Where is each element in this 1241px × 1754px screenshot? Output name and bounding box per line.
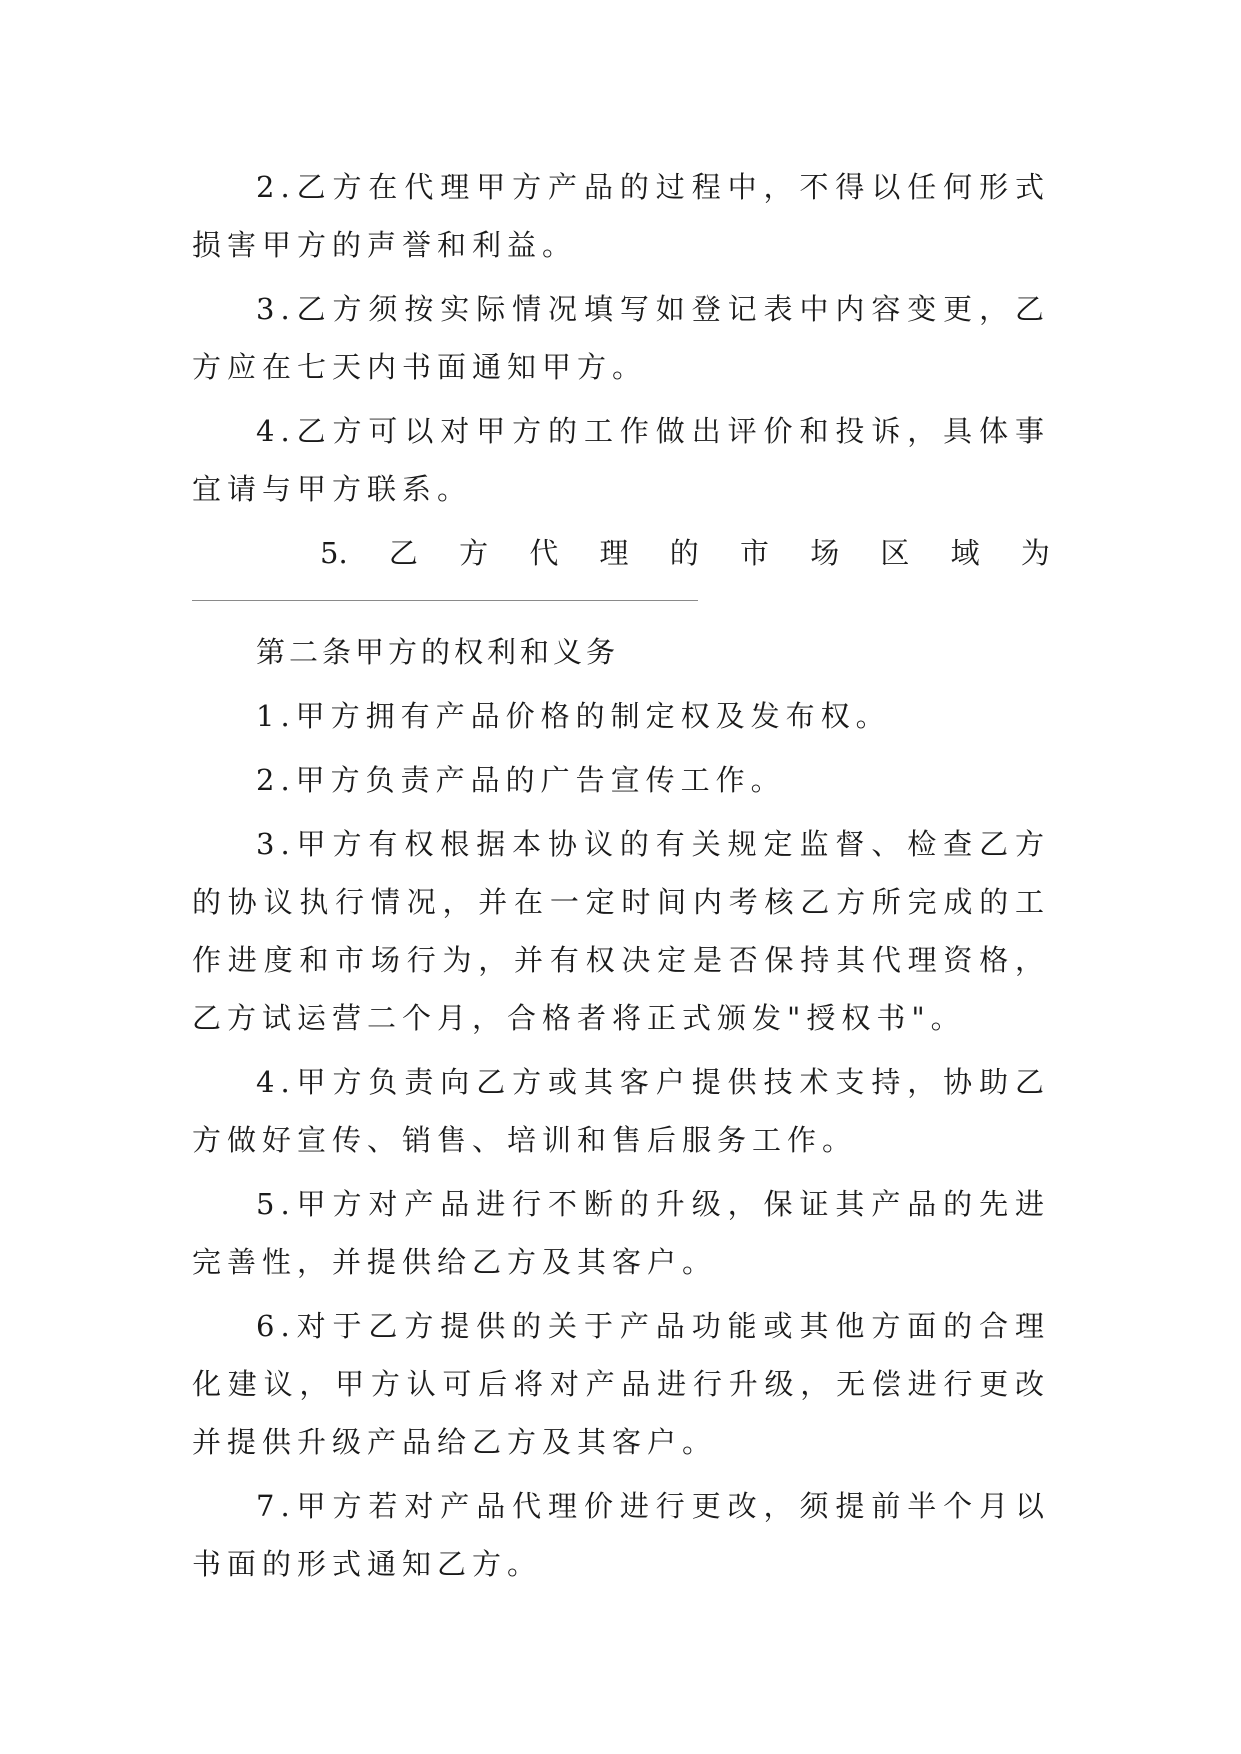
- market-region-char: 5.: [320, 536, 348, 570]
- clause-paragraph: 6.对于乙方提供的关于产品功能或其他方面的合理化建议，甲方认可后将对产品进行升级，无偿进行更改并提供升级产品给乙方及其客户。: [192, 1309, 1050, 1459]
- clause-paragraph: 7.甲方若对产品代理价进行更改，须提前半个月以书面的形式通知乙方。: [192, 1489, 1050, 1581]
- section-heading: 第二条甲方的权利和义务: [256, 635, 620, 669]
- document-page: [192, 158, 1050, 1599]
- market-region-line: [192, 524, 1050, 582]
- fill-in-blank-line: [192, 600, 698, 601]
- market-region-char: 方: [459, 536, 489, 570]
- clause-paragraph: 3.甲方有权根据本协议的有关规定监督、检查乙方的协议执行情况，并在一定时间内考核乙方所完成的工作进度和市场行为，并有权决定是否保持其代理资格，乙方试运营二个月，合格者将正式颁发"授权书"。: [192, 827, 1050, 1035]
- clause-paragraph: 2.甲方负责产品的广告宣传工作。: [256, 763, 786, 797]
- market-region-char: 场: [810, 536, 840, 570]
- market-region-char: 为: [1020, 536, 1050, 570]
- market-region-char: 市: [739, 536, 769, 570]
- clause-paragraph: 1.甲方拥有产品价格的制定权及发布权。: [256, 699, 891, 733]
- market-region-char: 乙: [388, 536, 418, 570]
- market-region-char: 的: [669, 536, 699, 570]
- market-region-char: 代: [529, 536, 559, 570]
- clause-paragraph: 4.甲方负责向乙方或其客户提供技术支持，协助乙方做好宣传、销售、培训和售后服务工作。: [192, 1065, 1050, 1157]
- clause-paragraph: 4.乙方可以对甲方的工作做出评价和投诉，具体事宜请与甲方联系。: [192, 414, 1050, 506]
- clause-paragraph: 3.乙方须按实际情况填写如登记表中内容变更，乙方应在七天内书面通知甲方。: [192, 292, 1050, 384]
- market-region-char: 区: [880, 536, 910, 570]
- clause-paragraph: 5.甲方对产品进行不断的升级，保证其产品的先进完善性，并提供给乙方及其客户。: [192, 1187, 1050, 1279]
- market-region-char: 理: [599, 536, 629, 570]
- clause-paragraph: 2.乙方在代理甲方产品的过程中，不得以任何形式损害甲方的声誉和利益。: [192, 170, 1050, 262]
- market-region-char: 域: [950, 536, 980, 570]
